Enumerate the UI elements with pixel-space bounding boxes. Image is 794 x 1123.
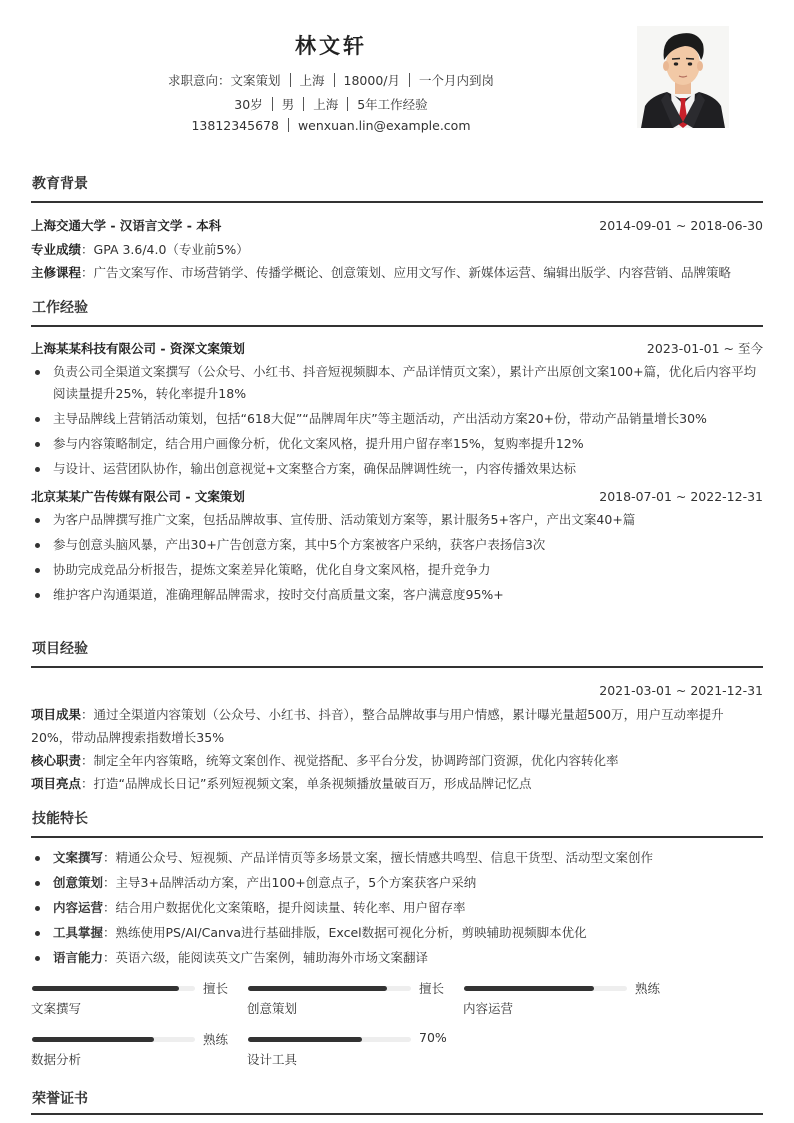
list-item: 维护客户沟通渠道，准确理解品牌需求，按时交付高质量文案，客户满意度95%+ (31, 584, 763, 606)
project-field-value: ：通过全渠道内容策划（公众号、小红书、抖音），整合品牌故事与用户情感，累计曝光量超500万，用户互动率提升20%，带动品牌搜索指数增长35% (31, 707, 724, 745)
school-major-degree: 上海交通大学 - 汉语言文学 - 本科 (31, 218, 222, 233)
job-intent: 求职意向：文案策划 (167, 73, 281, 88)
skill-level: 擅长 (419, 981, 445, 996)
gpa-row (31, 238, 763, 261)
courses-value: ：广告文案写作、市场营销学、传播学概论、创意策划、应用文写作、新媒体运营、编辑出版学、内容营销、品牌策略 (81, 265, 732, 280)
section-project-experience (31, 638, 763, 795)
list-item (31, 947, 763, 969)
list-item: 参与内容策略制定，结合用户画像分析，优化文案风格，提升用户留存率15%，复购率提升12% (31, 433, 763, 455)
age: 30岁 (234, 97, 263, 112)
skill-desc: ：精通公众号、短视频、产品详情页等多场景文案，擅长情感共鸣型、信息干货型、活动型文案创作 (103, 850, 654, 865)
gender: 男 (281, 97, 295, 112)
skill-bar-item (247, 1030, 447, 1073)
skill-bar-fill (248, 986, 387, 991)
list-item: 负责公司全渠道文案撰写（公众号、小红书、抖音短视频脚本、产品详情页文案），累计产出原创文案100+篇，优化后内容平均阅读量提升25%，转化率提升18% (31, 361, 763, 405)
skills-list (31, 847, 763, 969)
skill-name: 创意策划 (247, 1001, 298, 1016)
skill-label: 创意策划 (53, 875, 104, 890)
education-entry-header (31, 214, 763, 236)
skill-label: 语言能力 (53, 950, 104, 965)
skill-bar-item (31, 982, 231, 1022)
separator (347, 97, 348, 111)
project-result-row (31, 703, 763, 749)
section-title: 技能特长 (32, 811, 88, 827)
section-title: 工作经验 (32, 300, 88, 316)
courses-label: 主修课程 (31, 265, 82, 280)
section-title: 项目经验 (32, 641, 88, 657)
skill-bar-fill (248, 1037, 362, 1042)
education-period: 2014-09-01 ~ 2018-06-30 (599, 217, 763, 233)
list-item (31, 897, 763, 919)
gpa-label: 专业成绩 (31, 242, 82, 257)
skill-bar-item (247, 982, 447, 1022)
project-entry-header (31, 679, 763, 701)
list-item: 为客户品牌撰写推广文案，包括品牌故事、宣传册、活动策划方案等，累计服务5+客户，产出文案40+篇 (31, 509, 763, 531)
skill-bar-fill (464, 986, 594, 991)
section-work-experience (31, 297, 763, 609)
section-skills (31, 808, 763, 972)
skill-level: 70% (419, 1030, 447, 1045)
job-company-title: 上海某某科技有限公司 - 资深文案策划 (31, 341, 245, 356)
skill-name: 文案撰写 (31, 1001, 82, 1016)
section-honors (31, 1088, 763, 1115)
intent-city: 上海 (299, 73, 325, 88)
section-divider (31, 1113, 763, 1115)
separator (409, 73, 410, 87)
job-period: 2018-07-01 ~ 2022-12-31 (599, 488, 763, 504)
experience-years: 5年工作经验 (357, 97, 428, 112)
project-highlight-row (31, 772, 763, 795)
gpa-value: ：GPA 3.6/4.0（专业前5%） (81, 242, 249, 257)
skill-name: 设计工具 (247, 1052, 298, 1067)
project-field-value: ：打造“品牌成长日记”系列短视频文案，单条视频播放量破百万，形成品牌记忆点 (81, 776, 532, 791)
skill-bar-item (463, 982, 663, 1022)
job-company-title: 北京某某广告传媒有限公司 - 文案策划 (31, 489, 245, 504)
skill-desc: ：英语六级，能阅读英文广告案例，辅助海外市场文案翻译 (103, 950, 429, 965)
skill-bar-fill (32, 986, 179, 991)
job-responsibilities (31, 361, 763, 480)
skill-desc: ：主导3+品牌活动方案，产出100+创意点子，5个方案获客户采纳 (103, 875, 477, 890)
skill-bar-track (248, 986, 411, 991)
skill-desc: ：熟练使用PS/AI/Canva进行基础排版，Excel数据可视化分析，剪映辅助视频脚本优化 (103, 925, 587, 940)
email: wenxuan.lin@example.com (297, 118, 471, 133)
skill-bar-fill (32, 1037, 154, 1042)
skill-label: 工具掌握 (53, 925, 104, 940)
availability: 一个月内到岗 (419, 73, 495, 88)
section-divider (31, 836, 763, 838)
list-item: 参与创意头脑风暴，产出30+广告创意方案，其中5个方案被客户采纳，获客户表扬信3次 (31, 534, 763, 556)
job-entry-header (31, 337, 763, 359)
phone: 13812345678 (191, 118, 279, 133)
section-title: 教育背景 (32, 176, 88, 192)
candidate-name: 林文轩 (295, 34, 367, 58)
skill-label: 文案撰写 (53, 850, 104, 865)
separator (334, 73, 335, 87)
skill-bar-track (248, 1037, 411, 1042)
skill-bar-track (32, 1037, 195, 1042)
skill-bar-item (31, 1033, 231, 1073)
separator (303, 97, 304, 111)
basic-info-line (0, 95, 662, 113)
job-responsibilities (31, 509, 763, 606)
project-period: 2021-03-01 ~ 2021-12-31 (599, 682, 763, 698)
skill-level: 熟练 (635, 981, 661, 996)
separator (290, 73, 291, 87)
section-education (31, 173, 763, 284)
section-divider (31, 666, 763, 668)
project-field-label: 核心职责 (31, 753, 82, 768)
list-item: 与设计、运营团队协作，输出创意视觉+文案整合方案，确保品牌调性统一，内容传播效果达标 (31, 458, 763, 480)
avatar-illustration-icon (637, 26, 729, 128)
separator (272, 97, 273, 111)
section-title: 荣誉证书 (32, 1091, 88, 1107)
skill-name: 数据分析 (31, 1052, 82, 1067)
skill-bar-track (32, 986, 195, 991)
skill-label: 内容运营 (53, 900, 104, 915)
project-field-label: 项目亮点 (31, 776, 82, 791)
project-field-value: ：制定全年内容策略，统筹文案创作、视觉搭配、多平台分发，协调跨部门资源，优化内容转化率 (81, 753, 619, 768)
job-entry-header (31, 485, 763, 507)
list-item (31, 922, 763, 944)
project-field-label: 项目成果 (31, 707, 82, 722)
section-divider (31, 325, 763, 327)
job-period: 2023-01-01 ~ 至今 (646, 341, 763, 356)
expected-salary: 18000/月 (343, 73, 400, 88)
resume-header (0, 0, 794, 150)
skill-level: 擅长 (203, 981, 229, 996)
list-item: 协助完成竞品分析报告，提炼文案差异化策略，优化自身文案风格，提升竞争力 (31, 559, 763, 581)
skill-name: 内容运营 (463, 1001, 514, 1016)
contact-line (0, 118, 662, 133)
separator (288, 118, 289, 132)
courses-row (31, 261, 763, 284)
job-intent-line (0, 71, 662, 89)
project-duty-row (31, 749, 763, 772)
list-item (31, 872, 763, 894)
skill-desc: ：结合用户数据优化文案策略，提升阅读量、转化率、用户留存率 (103, 900, 466, 915)
list-item (31, 847, 763, 869)
avatar (637, 26, 729, 128)
skill-level: 熟练 (203, 1032, 229, 1047)
list-item: 主导品牌线上营销活动策划，包括“618大促”“品牌周年庆”等主题活动，产出活动方案20+份，带动产品销量增长30% (31, 408, 763, 430)
section-divider (31, 201, 763, 203)
skill-bar-track (464, 986, 627, 991)
city: 上海 (313, 97, 339, 112)
